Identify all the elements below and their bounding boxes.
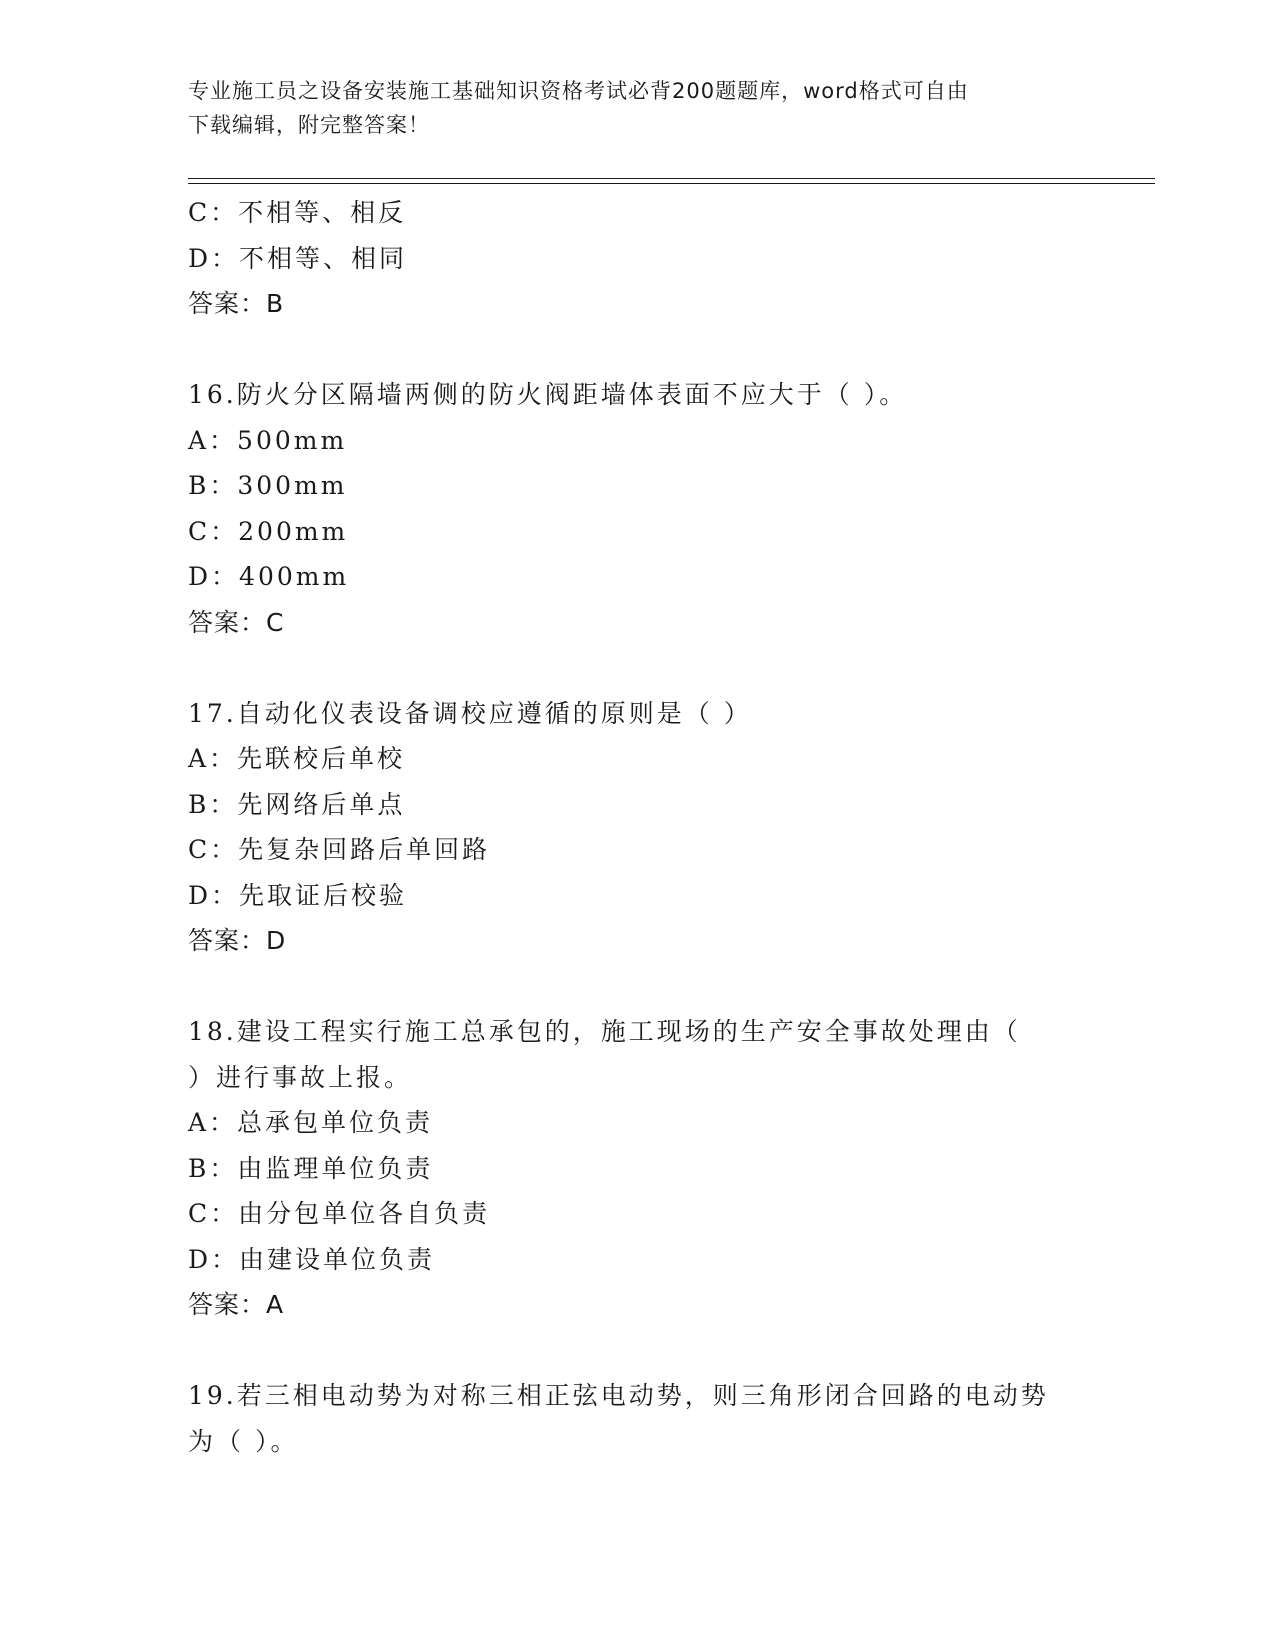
option-b: B：300mm [188,471,348,500]
option-c: C：200mm [188,516,349,546]
spacer [188,327,1148,373]
option-d: D：400mm [188,562,350,591]
option-c: C：先复杂回路后单回路 [188,835,491,864]
question-text-line-2: 为（ ）。 [188,1426,299,1456]
question-text: 17.自动化仪表设备调校应遵循的原则是（ ） [188,698,752,728]
option-c: C：不相等、相反 [188,198,407,227]
question-text-line-1: 19.若三相电动势为对称三相正弦电动势，则三角形闭合回路的电动势 [188,1381,1049,1410]
spacer [188,1328,1148,1374]
option-d: D：不相等、相同 [188,243,408,273]
spacer [188,964,1148,1010]
spacer [188,645,1148,691]
option-a: A：总承包单位负责 [188,1108,434,1137]
question-text-line-2: ）进行事故上报。 [188,1062,413,1092]
answer-line: 答案：A [188,1290,285,1319]
question-text-line-1: 18.建设工程实行施工总承包的，施工现场的生产安全事故处理由（ [188,1017,1021,1046]
question-text: 16.防火分区隔墙两侧的防火阀距墙体表面不应大于（ ）。 [188,380,908,409]
question-block-19 [188,1373,1148,1464]
option-a: A：先联校后单校 [188,744,406,773]
option-d: D：先取证后校验 [188,880,408,910]
question-block-prev [188,190,1148,327]
header-line-1: 专业施工员之设备安装施工基础知识资格考试必背200题题库，word格式可自由 [188,79,969,103]
option-c: C：由分包单位各自负责 [188,1199,491,1228]
document-header [188,74,1088,142]
option-a: A：500mm [188,425,348,455]
header-divider-top [188,178,1155,179]
option-b: B：由监理单位负责 [188,1153,434,1183]
answer-line: 答案：B [188,289,285,318]
question-block-18 [188,1009,1148,1328]
header-divider-bottom [188,183,1155,184]
option-b: B：先网络后单点 [188,789,406,819]
header-line-2: 下载编辑，附完整答案！ [188,113,430,137]
question-block-16 [188,372,1148,645]
answer-line: 答案：D [188,926,287,955]
question-block-17 [188,691,1148,964]
option-d: D：由建设单位负责 [188,1244,436,1274]
answer-line: 答案：C [188,607,285,637]
question-list [188,190,1148,1464]
